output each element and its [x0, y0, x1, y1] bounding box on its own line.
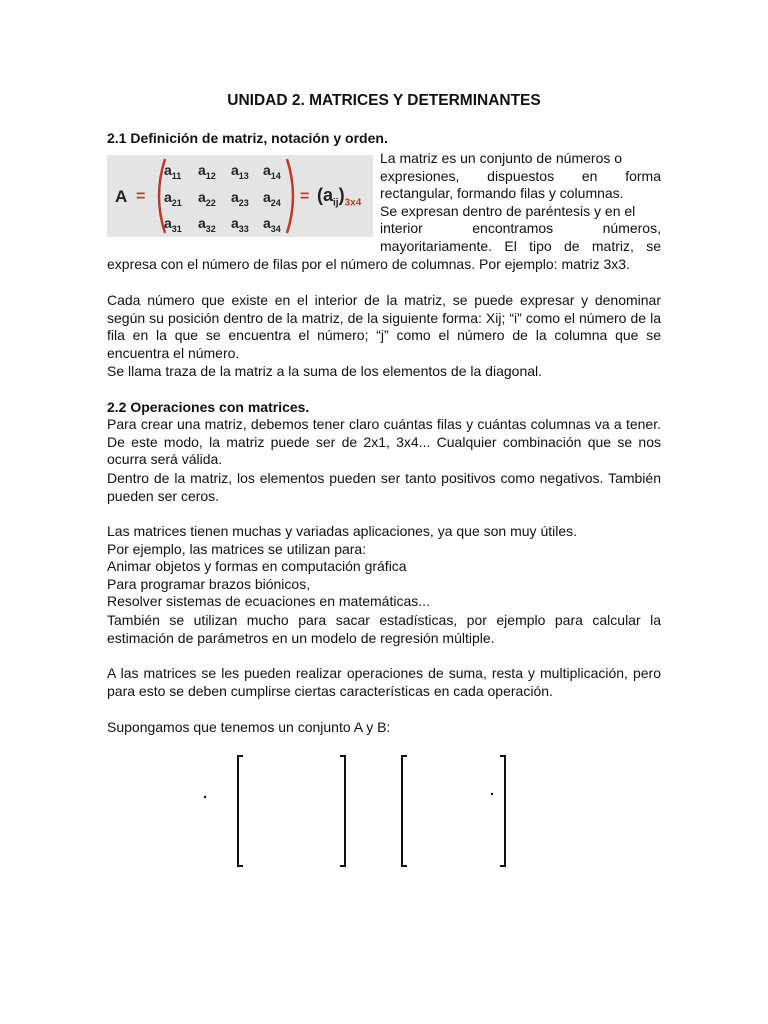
- text-line: La matriz es un conjunto de números o: [380, 150, 623, 166]
- matrix-cell: $a_{12}$: [198, 162, 216, 181]
- sets-intro-paragraph: Supongamos que tenemos un conjunto A y B:: [107, 719, 391, 735]
- list-item: Para programar brazos biónicos,: [107, 575, 311, 592]
- position-notation-paragraph: Cada número que existe en el interior de la matriz, se puede expresar y denominar según su posición dentro de la matriz, de la siguiente forma: Xij; “i” como el número de la fila en la que se encuentra el número; “j” como el número de la columna que se encuentra el número.: [107, 292, 661, 361]
- matrix-a-right-bracket: [340, 756, 345, 866]
- statistics-paragraph: También se utilizan mucho para sacar estadísticas, por ejemplo para calcular la estimación de parámetros en un modelo de regresión múltiple.: [107, 612, 661, 646]
- section-heading-definition: 2.1 Definición de matriz, notación y orden.: [107, 130, 388, 146]
- matrix-b-left-bracket: [402, 756, 407, 866]
- operations-paragraph: A las matrices se les pueden realizar operaciones de suma, resta y multiplicación, pero para esto se deben cumplirse ciertas características en cada operación.: [107, 665, 661, 699]
- matrix-cell: $a_{33}$: [231, 215, 249, 234]
- matrix-b-right-bracket: [500, 756, 505, 866]
- text-line: expresiones, dispuestos en forma: [380, 167, 661, 184]
- trace-paragraph: Se llama traza de la matriz a la suma de los elementos de la diagonal.: [107, 363, 543, 379]
- section-heading-operations: 2.2 Operaciones con matrices.: [107, 399, 310, 415]
- text-line: mayoritariamente. El tipo de matriz, se: [380, 237, 661, 254]
- matrix-cell: $a_{23}$: [231, 189, 249, 208]
- equals-sign-2: =: [300, 188, 310, 205]
- create-matrix-paragraph: Para crear una matriz, debemos tener claro cuántas filas y cuántas columnas va a tener. De este modo, la matriz puede ser de 2x1, 3x4... Cualquier combinación que se nos ocurra será válida.: [107, 416, 661, 468]
- matrix-cell: $a_{32}$: [198, 215, 216, 234]
- list-item: Las matrices tienen muchas y variadas aplicaciones, ya que son muy útiles.: [107, 523, 578, 539]
- matrix-cell: $a_{21}$: [164, 189, 182, 208]
- list-item: Por ejemplo, las matrices se utilizan para:: [107, 540, 367, 557]
- dot-mark: [204, 796, 206, 798]
- matrix-cell: $a_{13}$: [231, 162, 249, 181]
- page-title: UNIDAD 2. MATRICES Y DETERMINANTES: [227, 92, 541, 109]
- matrix-cell: $a_{34}$: [263, 215, 281, 234]
- matrix-cell: $a_{22}$: [198, 189, 216, 208]
- text-line: Se expresan dentro de paréntesis y en el: [380, 202, 636, 219]
- list-item: Animar objetos y formas en computación gráfica: [107, 558, 407, 575]
- definition-continued: expresa con el número de filas por el número de columnas. Por ejemplo: matriz 3x3.: [107, 256, 630, 272]
- matrix-cell: $a_{14}$: [263, 162, 281, 181]
- matrix-cell: $a_{24}$: [263, 189, 281, 208]
- list-item: Resolver sistemas de ecuaciones en matemáticas...: [107, 593, 430, 610]
- text-line: interior encontramos números,: [380, 220, 661, 237]
- text-line: rectangular, formando filas y columnas.: [380, 185, 624, 202]
- elements-paragraph: Dentro de la matriz, los elementos pueden ser tanto positivos como negativos. También pueden ser ceros.: [107, 470, 661, 504]
- matrix-cell: $a_{31}$: [164, 215, 182, 234]
- matrix-name-a: A: [115, 187, 128, 206]
- equals-sign: =: [136, 188, 146, 205]
- dot-mark: [491, 793, 493, 795]
- matrix-compact-notation: $(a_{ij})_{3x4}$: [317, 185, 362, 209]
- matrix-a-left-bracket: [238, 756, 243, 866]
- matrix-cell: $a_{11}$: [164, 162, 182, 181]
